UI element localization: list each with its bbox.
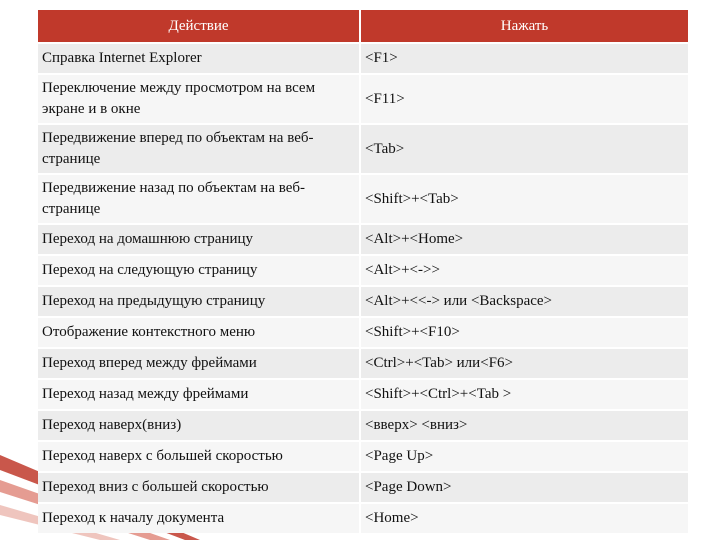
table-row	[38, 286, 688, 317]
action-cell: Переход наверх(вниз)	[38, 410, 360, 441]
table-row	[38, 124, 688, 174]
header-keys: Нажать	[360, 10, 688, 43]
table-row	[38, 224, 688, 255]
keys-cell: <Home>	[360, 503, 688, 533]
action-cell: Переход наверх с большей скоростью	[38, 441, 360, 472]
table-body	[38, 43, 688, 533]
table-row	[38, 255, 688, 286]
keys-cell: <Ctrl>+<Tab> или<F6>	[360, 348, 688, 379]
action-cell: Переключение между просмотром на всем экране и в окне	[38, 74, 360, 124]
keys-cell: <Alt>+<->>	[360, 255, 688, 286]
keys-cell: <Shift>+<Tab>	[360, 174, 688, 224]
keys-cell: <вверх> <вниз>	[360, 410, 688, 441]
table-header-row	[38, 10, 688, 43]
table-row	[38, 74, 688, 124]
keys-cell: <Alt>+<<-> или <Backspace>	[360, 286, 688, 317]
table-row	[38, 317, 688, 348]
action-cell: Отображение контекстного меню	[38, 317, 360, 348]
keys-cell: <F1>	[360, 43, 688, 74]
table-row	[38, 379, 688, 410]
action-cell: Переход вперед между фреймами	[38, 348, 360, 379]
keys-cell: <F11>	[360, 74, 688, 124]
keys-cell: <Shift>+<Ctrl>+<Tab >	[360, 379, 688, 410]
header-action: Действие	[38, 10, 360, 43]
action-cell: Переход к началу документа	[38, 503, 360, 533]
action-cell: Переход на домашнюю страницу	[38, 224, 360, 255]
action-cell: Переход на предыдущую страницу	[38, 286, 360, 317]
action-cell: Справка Internet Explorer	[38, 43, 360, 74]
keys-cell: <Tab>	[360, 124, 688, 174]
keys-cell: <Page Up>	[360, 441, 688, 472]
keys-cell: <Alt>+<Home>	[360, 224, 688, 255]
keys-cell: <Shift>+<F10>	[360, 317, 688, 348]
action-cell: Передвижение назад по объектам на веб-странице	[38, 174, 360, 224]
table-row	[38, 410, 688, 441]
action-cell: Переход назад между фреймами	[38, 379, 360, 410]
action-cell: Передвижение вперед по объектам на веб-странице	[38, 124, 360, 174]
table-row	[38, 348, 688, 379]
table-row	[38, 43, 688, 74]
keys-cell: <Page Down>	[360, 472, 688, 503]
table-row	[38, 441, 688, 472]
table-row	[38, 472, 688, 503]
action-cell: Переход вниз с большей скоростью	[38, 472, 360, 503]
action-cell: Переход на следующую страницу	[38, 255, 360, 286]
shortcuts-table	[38, 10, 688, 533]
table-row	[38, 174, 688, 224]
table-row	[38, 503, 688, 533]
